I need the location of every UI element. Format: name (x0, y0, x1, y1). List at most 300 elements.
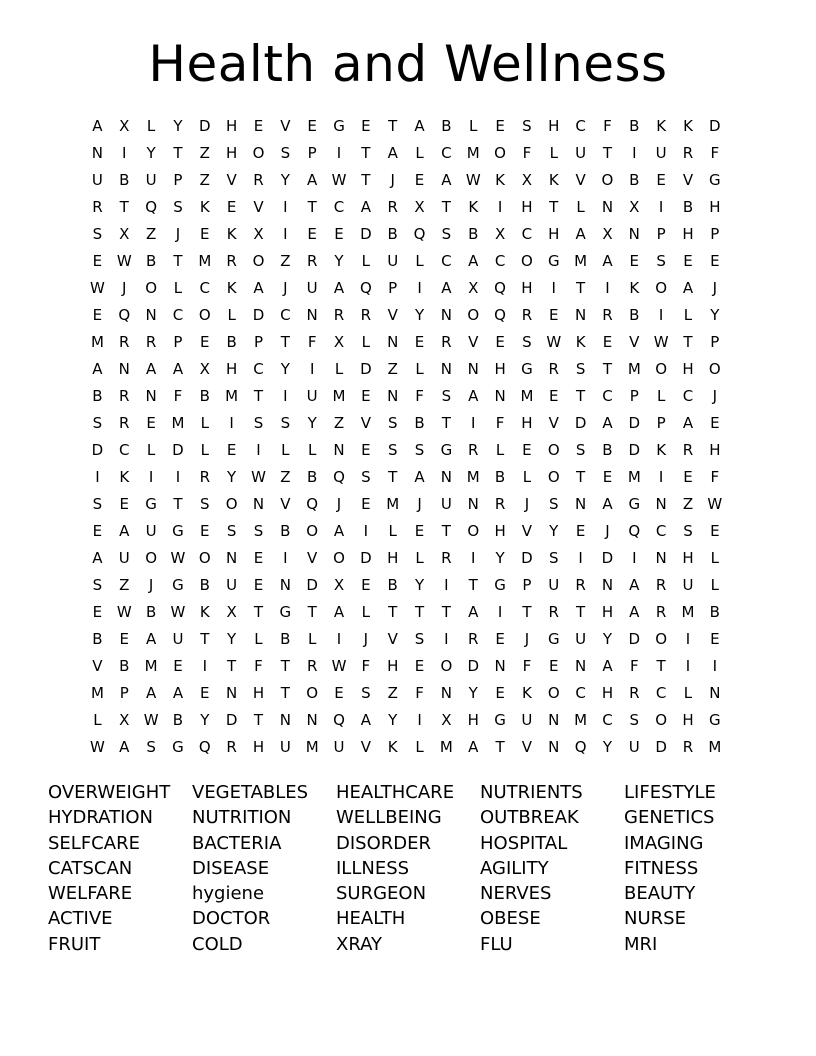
grid-cell: N (709, 684, 721, 702)
grid-cell: H (252, 684, 265, 702)
grid-cell: P (119, 684, 129, 702)
word-list-item: NUTRIENTS (480, 782, 583, 803)
grid-cell: H (682, 711, 694, 729)
grid-cell: R (602, 306, 613, 324)
grid-cell: Z (333, 414, 345, 432)
grid-cell: S (656, 252, 666, 270)
grid-cell: L (415, 360, 424, 378)
grid-cell: H (548, 117, 560, 135)
grid-cell: C (199, 279, 211, 297)
grid-cell: J (712, 387, 718, 405)
grid-cell: S (441, 387, 452, 405)
grid-cell: E (226, 198, 237, 216)
grid-cell: Z (387, 360, 398, 378)
grid-cell: K (656, 441, 667, 459)
grid-cell: S (92, 225, 103, 243)
grid-cell: P (253, 333, 263, 351)
grid-cell: S (253, 414, 264, 432)
grid-cell: U (575, 630, 587, 648)
grid-cell: S (146, 738, 156, 756)
grid-cell: N (574, 306, 587, 324)
grid-cell: K (468, 198, 479, 216)
grid-cell: F (307, 333, 317, 351)
grid-cell: A (172, 684, 184, 702)
grid-cell: V (548, 414, 559, 432)
grid-cell: E (226, 441, 237, 459)
grid-cell: A (414, 468, 425, 486)
grid-cell: S (387, 441, 398, 459)
grid-cell: Y (280, 171, 290, 189)
grid-cell: E (92, 252, 103, 270)
grid-cell: E (200, 684, 210, 702)
grid-cell: U (655, 144, 667, 162)
grid-cell: J (283, 279, 288, 297)
grid-cell: H (682, 225, 694, 243)
grid-cell: D (252, 306, 265, 324)
grid-cell: L (415, 252, 424, 270)
word-list-item: DISORDER (336, 832, 432, 854)
grid-row (84, 302, 728, 329)
grid-cell: E (683, 468, 693, 486)
grid-cell: R (253, 171, 264, 189)
grid-cell: E (495, 630, 505, 648)
grid-cell: H (226, 144, 238, 162)
grid-cell: T (361, 171, 371, 189)
grid-cell: Y (414, 576, 425, 594)
grid-cell: Z (119, 576, 130, 594)
grid-cell: R (145, 333, 157, 351)
word-list-item: VEGETABLES (192, 782, 309, 803)
grid-cell: G (547, 630, 560, 648)
grid-cell: Q (628, 522, 641, 540)
grid-cell: N (387, 387, 399, 405)
grid-cell: L (281, 441, 290, 459)
grid-cell: R (199, 468, 211, 486)
grid-cell: I (471, 549, 476, 567)
grid-cell: F (710, 144, 720, 162)
grid-cell: T (602, 360, 613, 378)
grid-cell: X (521, 171, 533, 189)
grid-cell: N (145, 306, 157, 324)
grid-cell: E (253, 117, 264, 135)
grid-cell: C (575, 117, 586, 135)
grid-cell: H (709, 441, 721, 459)
word-list-item: MRI (624, 933, 658, 955)
grid-cell: L (254, 630, 263, 648)
grid-cell: L (683, 684, 693, 702)
grid-cell: S (387, 414, 398, 432)
grid-cell: L (656, 387, 666, 405)
grid-cell: E (414, 171, 425, 189)
grid-cell: V (280, 117, 291, 135)
grid-cell: W (707, 495, 723, 513)
grid-cell: M (574, 252, 588, 270)
grid-cell: B (682, 198, 694, 216)
grid-cell: O (252, 252, 265, 270)
grid-cell: A (629, 603, 640, 621)
grid-cell: L (93, 711, 102, 729)
grid-cell: I (283, 198, 288, 216)
grid-cell: X (253, 225, 264, 243)
grid-cell: T (227, 657, 237, 675)
grid-cell: L (710, 576, 719, 594)
grid-cell: L (361, 333, 371, 351)
grid-cell: P (307, 144, 317, 162)
grid-cell: I (605, 279, 610, 297)
grid-row (84, 383, 728, 410)
grid-cell: N (306, 306, 318, 324)
word-list-item: CATSCAN (48, 857, 133, 879)
grid-cell: A (629, 576, 640, 594)
grid-cell: A (92, 360, 103, 378)
word-list-item: FLU (480, 933, 513, 955)
grid-cell: G (494, 576, 506, 594)
grid-cell: N (226, 684, 238, 702)
grid-cell: A (441, 279, 452, 297)
grid-cell: K (629, 279, 640, 297)
grid-cell: I (417, 279, 422, 297)
grid-cell: W (116, 252, 132, 270)
grid-cell: I (658, 198, 664, 216)
grid-cell: K (226, 279, 237, 297)
grid-cell: C (602, 387, 613, 405)
word-list-item: ILLNESS (336, 857, 410, 879)
grid-cell: E (92, 522, 103, 540)
grid-cell: L (415, 549, 424, 567)
grid-cell: A (145, 684, 157, 702)
grid-cell: E (361, 117, 371, 135)
grid-cell: V (280, 495, 291, 513)
word-list-item: LIFESTYLE (624, 782, 716, 803)
grid-cell: O (333, 549, 345, 567)
grid-cell: V (521, 738, 533, 756)
grid-cell: D (709, 117, 721, 135)
grid-cell: Y (710, 306, 720, 324)
word-list-item: OUTBREAK (480, 807, 579, 829)
word-list-item: NUTRITION (192, 807, 292, 829)
word-list-item: OVERWEIGHT (48, 782, 171, 803)
grid-cell: G (333, 117, 345, 135)
grid-cell: L (388, 522, 397, 540)
grid-cell: Z (387, 684, 398, 702)
grid-cell: D (225, 711, 238, 729)
grid-cell: A (682, 279, 694, 297)
grid-cell: E (575, 522, 586, 540)
grid-cell: S (683, 522, 693, 540)
grid-cell: S (361, 468, 371, 486)
grid-cell: S (575, 441, 586, 459)
letter-grid (84, 113, 728, 761)
grid-cell: F (415, 387, 424, 405)
word-list-item: BACTERIA (192, 832, 282, 854)
grid-cell: I (471, 414, 476, 432)
grid-cell: A (468, 603, 479, 621)
grid-cell: V (682, 171, 694, 189)
grid-cell: Q (333, 468, 345, 486)
word-list-item: DISEASE (192, 857, 270, 879)
grid-cell: H (387, 549, 399, 567)
grid-cell: E (307, 225, 317, 243)
grid-cell: U (145, 171, 157, 189)
grid-cell: Y (602, 630, 613, 648)
grid-cell: W (116, 603, 132, 621)
grid-cell: Y (200, 711, 210, 729)
grid-cell: M (681, 603, 695, 621)
grid-cell: U (682, 576, 694, 594)
grid-cell: T (173, 495, 183, 513)
grid-cell: P (388, 279, 398, 297)
grid-cell: L (415, 738, 424, 756)
grid-cell: I (712, 657, 718, 675)
grid-cell: N (655, 495, 667, 513)
grid-cell: J (363, 630, 369, 648)
grid-cell: P (656, 414, 666, 432)
grid-cell: D (628, 630, 641, 648)
grid-cell: I (363, 522, 369, 540)
grid-cell: I (283, 549, 288, 567)
grid-cell: B (629, 117, 640, 135)
grid-cell: E (414, 657, 425, 675)
grid-cell: J (148, 576, 154, 594)
grid-cell: D (467, 657, 480, 675)
grid-cell: M (520, 387, 534, 405)
grid-cell: O (225, 495, 238, 513)
grid-cell: O (306, 522, 319, 540)
grid-cell: U (628, 738, 640, 756)
grid-cell: R (306, 657, 318, 675)
grid-cell: E (710, 414, 720, 432)
grid-cell: F (522, 657, 532, 675)
grid-row (84, 464, 728, 491)
grid-cell: O (198, 549, 211, 567)
grid-cell: B (145, 252, 157, 270)
grid-cell: E (683, 252, 693, 270)
grid-cell: L (710, 549, 719, 567)
grid-cell: F (415, 684, 424, 702)
grid-cell: R (92, 198, 103, 216)
grid-cell: E (200, 225, 210, 243)
grid-cell: L (307, 630, 317, 648)
grid-cell: N (601, 576, 614, 594)
grid-cell: T (576, 279, 586, 297)
grid-cell: J (712, 279, 718, 297)
grid-cell: R (441, 549, 452, 567)
grid-cell: V (387, 630, 398, 648)
grid-row (84, 437, 728, 464)
grid-cell: W (331, 657, 347, 675)
grid-cell: B (494, 468, 506, 486)
grid-cell: G (547, 252, 560, 270)
word-list-item: HEALTHCARE (336, 782, 455, 803)
grid-cell: I (658, 468, 664, 486)
grid-cell: T (576, 603, 586, 621)
grid-cell: R (575, 576, 586, 594)
grid-cell: B (199, 387, 210, 405)
grid-cell: N (494, 657, 506, 675)
grid-cell: A (253, 279, 264, 297)
grid-cell: E (710, 252, 720, 270)
grid-cell: B (602, 441, 613, 459)
grid-cell: T (307, 198, 317, 216)
grid-cell: C (655, 522, 667, 540)
grid-cell: X (119, 711, 130, 729)
grid-cell: U (91, 171, 103, 189)
grid-cell: C (119, 441, 130, 459)
grid-cell: S (549, 495, 559, 513)
grid-cell: B (280, 522, 291, 540)
grid-cell: Z (199, 171, 210, 189)
grid-cell: M (627, 360, 641, 378)
grid-cell: O (198, 306, 211, 324)
grid-row (84, 194, 728, 221)
grid-cell: H (521, 414, 533, 432)
grid-cell: N (252, 495, 265, 513)
grid-cell: L (522, 468, 532, 486)
grid-cell: R (387, 198, 398, 216)
grid-cell: S (361, 684, 371, 702)
grid-cell: C (602, 711, 613, 729)
grid-cell: R (682, 441, 694, 459)
grid-cell: O (145, 279, 158, 297)
grid-cell: S (280, 144, 291, 162)
grid-cell: R (306, 252, 318, 270)
grid-cell: N (494, 387, 506, 405)
word-list-item: GENETICS (624, 807, 715, 829)
grid-cell: I (632, 144, 637, 162)
grid-cell: X (468, 279, 479, 297)
grid-cell: G (440, 441, 453, 459)
grid-cell: S (92, 576, 103, 594)
grid-cell: V (360, 738, 371, 756)
grid-cell: A (468, 252, 479, 270)
grid-cell: O (494, 144, 506, 162)
grid-row (84, 113, 728, 140)
grid-cell: Y (468, 684, 478, 702)
grid-cell: F (495, 414, 505, 432)
grid-cell: T (656, 657, 666, 675)
grid-cell: J (417, 495, 422, 513)
grid-cell: Z (280, 468, 291, 486)
grid-cell: H (709, 198, 721, 216)
grid-cell: X (629, 198, 640, 216)
grid-cell: P (710, 333, 720, 351)
word-list-item: IMAGING (624, 832, 704, 854)
grid-cell: K (119, 468, 130, 486)
grid-cell: S (414, 630, 425, 648)
grid-cell: M (90, 684, 104, 702)
grid-cell: G (279, 603, 292, 621)
grid-cell: R (655, 576, 667, 594)
grid-cell: D (601, 549, 614, 567)
grid-cell: O (547, 468, 560, 486)
grid-cell: E (200, 333, 210, 351)
grid-cell: R (682, 144, 694, 162)
grid-cell: G (709, 711, 721, 729)
grid-cell: I (551, 279, 556, 297)
grid-cell: A (602, 252, 613, 270)
grid-cell: E (710, 630, 720, 648)
grid-cell: B (199, 576, 210, 594)
grid-cell: I (336, 144, 342, 162)
page-title: Health and Wellness (148, 35, 668, 93)
grid-cell: E (602, 333, 613, 351)
grid-cell: H (387, 657, 399, 675)
word-list (48, 780, 768, 957)
grid-cell: O (655, 360, 668, 378)
grid-cell: T (683, 333, 693, 351)
grid-cell: U (575, 144, 587, 162)
grid-row (84, 599, 728, 626)
grid-row (84, 653, 728, 680)
grid-cell: Y (146, 144, 156, 162)
grid-cell: C (655, 684, 667, 702)
grid-cell: M (708, 738, 722, 756)
grid-row (84, 680, 728, 707)
grid-cell: B (92, 387, 103, 405)
grid-cell: Q (494, 279, 506, 297)
grid-cell: I (336, 630, 342, 648)
grid-cell: H (521, 198, 533, 216)
grid-cell: N (279, 711, 291, 729)
grid-cell: X (602, 225, 613, 243)
grid-cell: N (306, 711, 318, 729)
grid-cell: R (468, 630, 479, 648)
grid-row (84, 707, 728, 734)
grid-cell: E (656, 171, 666, 189)
grid-cell: I (95, 468, 100, 486)
grid-cell: E (200, 522, 210, 540)
grid-cell: A (575, 225, 586, 243)
grid-cell: A (360, 711, 371, 729)
grid-cell: R (360, 306, 372, 324)
grid-cell: D (172, 441, 184, 459)
grid-cell: Q (359, 279, 372, 297)
grid-cell: M (466, 144, 480, 162)
grid-cell: N (440, 468, 452, 486)
word-list-item: NERVES (480, 883, 552, 905)
grid-cell: N (226, 549, 238, 567)
word-column (624, 780, 768, 957)
grid-cell: J (336, 495, 342, 513)
grid-cell: K (575, 333, 586, 351)
grid-cell: S (280, 414, 291, 432)
grid-cell: W (465, 171, 481, 189)
grid-cell: N (601, 198, 614, 216)
grid-cell: X (441, 711, 452, 729)
grid-cell: B (226, 333, 237, 351)
grid-cell: K (226, 225, 237, 243)
grid-cell: I (122, 144, 127, 162)
grid-cell: X (414, 198, 425, 216)
grid-cell: B (468, 225, 479, 243)
grid-cell: Z (280, 252, 291, 270)
grid-cell: B (709, 603, 720, 621)
grid-row (84, 545, 728, 572)
grid-cell: N (467, 360, 479, 378)
grid-cell: J (175, 225, 181, 243)
grid-cell: E (549, 306, 559, 324)
grid-cell: H (548, 225, 560, 243)
grid-cell: I (578, 549, 583, 567)
word-list-item: OBESE (480, 908, 541, 930)
grid-cell: D (360, 360, 372, 378)
grid-cell: E (92, 603, 103, 621)
grid-cell: E (146, 414, 156, 432)
grid-row (84, 491, 728, 518)
grid-cell: L (227, 306, 236, 324)
grid-cell: A (307, 171, 318, 189)
grid-cell: G (521, 360, 533, 378)
